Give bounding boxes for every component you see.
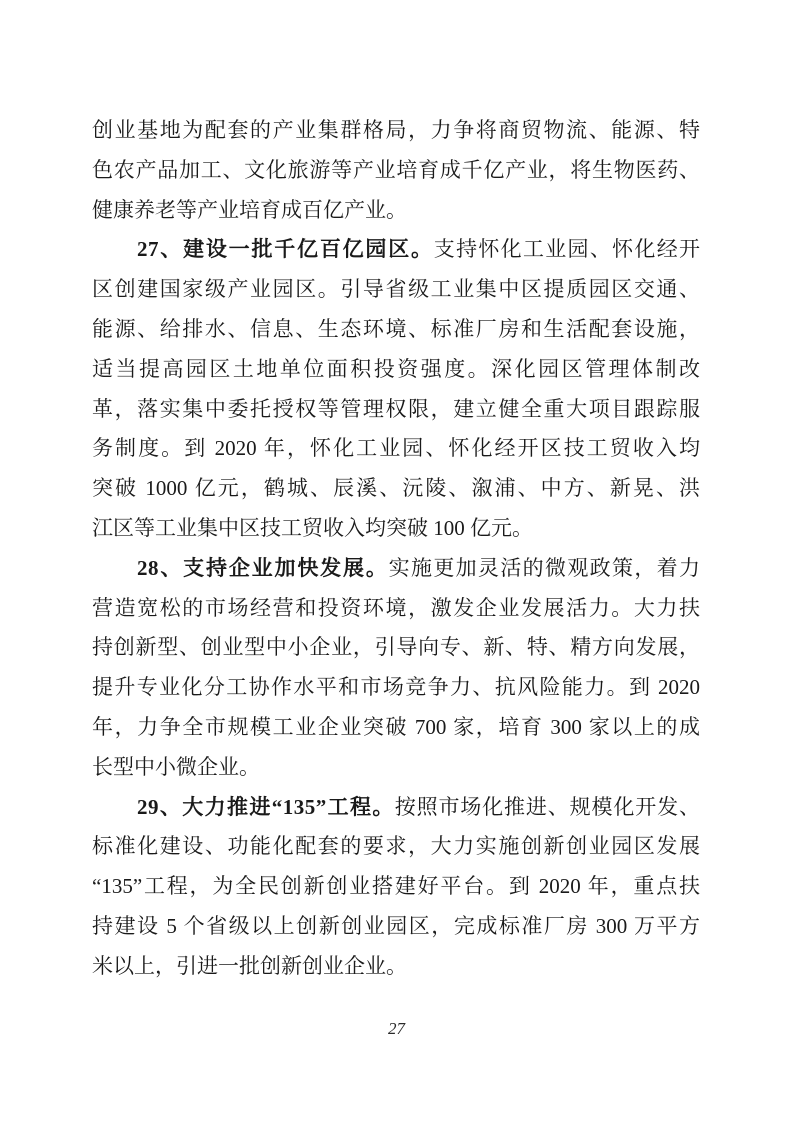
paragraph-28 (92, 549, 700, 788)
text-line: 革，落实集中委托授权等管理权限，建立健全重大项目跟踪服 (92, 396, 700, 421)
text-line: 能源、给排水、信息、生态环境、标准厂房和生活配套设施， (92, 316, 700, 341)
text-line: 创业基地为配套的产业集群格局，力争将商贸物流、能源、特 (92, 118, 700, 142)
text-line: 健康养老等产业培育成百亿产业。 (92, 197, 407, 222)
text-line: 年，力争全市规模工业企业突破 700 家，培育 300 家以上的成 (92, 714, 700, 739)
section-28-first-text: 实施更加灵活的微观政策，着力 (388, 555, 701, 580)
text-line: 突破 1000 亿元，鹤城、辰溪、沅陵、溆浦、中方、新晃、洪 (92, 476, 700, 501)
section-27-first-text: 支持怀化工业园、怀化经开 (433, 237, 701, 262)
text-line: “135”工程，为全民创新创业搭建好平台。到 2020 年，重点扶 (92, 874, 700, 899)
section-27-heading: 27、建设一批千亿百亿园区。 (137, 237, 434, 262)
text-line: 江区等工业集中区技工贸收入均突破 100 亿元。 (92, 515, 533, 540)
paragraph-27 (92, 230, 700, 548)
text-line: 营造宽松的市场经营和投资环境，激发企业发展活力。大力扶 (92, 595, 700, 620)
text-line: 务制度。到 2020 年，怀化工业园、怀化经开区技工贸收入均 (92, 436, 700, 461)
text-line (92, 230, 700, 270)
text-line: 长型中小微企业。 (92, 754, 260, 779)
text-line: 提升专业化分工协作水平和市场竞争力、抗风险能力。到 2020 (92, 675, 700, 700)
section-29-heading: 29、大力推进“135”工程。 (137, 794, 395, 819)
page-number: 27 (388, 1019, 405, 1038)
text-line: 适当提高园区土地单位面积投资强度。深化园区管理体制改 (92, 356, 700, 381)
text-line: 区创建国家级产业园区。引导省级工业集中区提质园区交通、 (92, 277, 700, 302)
paragraph-26-continuation (92, 111, 700, 230)
text-line: 米以上，引进一批创新创业企业。 (92, 953, 407, 978)
section-29-first-text: 按照市场化推进、规模化开发、 (394, 794, 701, 819)
text-line: 标准化建设、功能化配套的要求，大力实施创新创业园区发展 (92, 834, 700, 859)
text-line: 持建设 5 个省级以上创新创业园区，完成标准厂房 300 万平方 (92, 913, 700, 938)
text-line: 持创新型、创业型中小企业，引导向专、新、特、精方向发展， (92, 635, 700, 660)
section-28-heading: 28、支持企业加快发展。 (137, 555, 389, 580)
text-line (92, 549, 700, 589)
text-line: 色农产品加工、文化旅游等产业培育成千亿产业，将生物医药、 (92, 157, 700, 182)
text-line (92, 788, 700, 828)
text-block (92, 111, 700, 987)
paragraph-29 (92, 788, 700, 987)
